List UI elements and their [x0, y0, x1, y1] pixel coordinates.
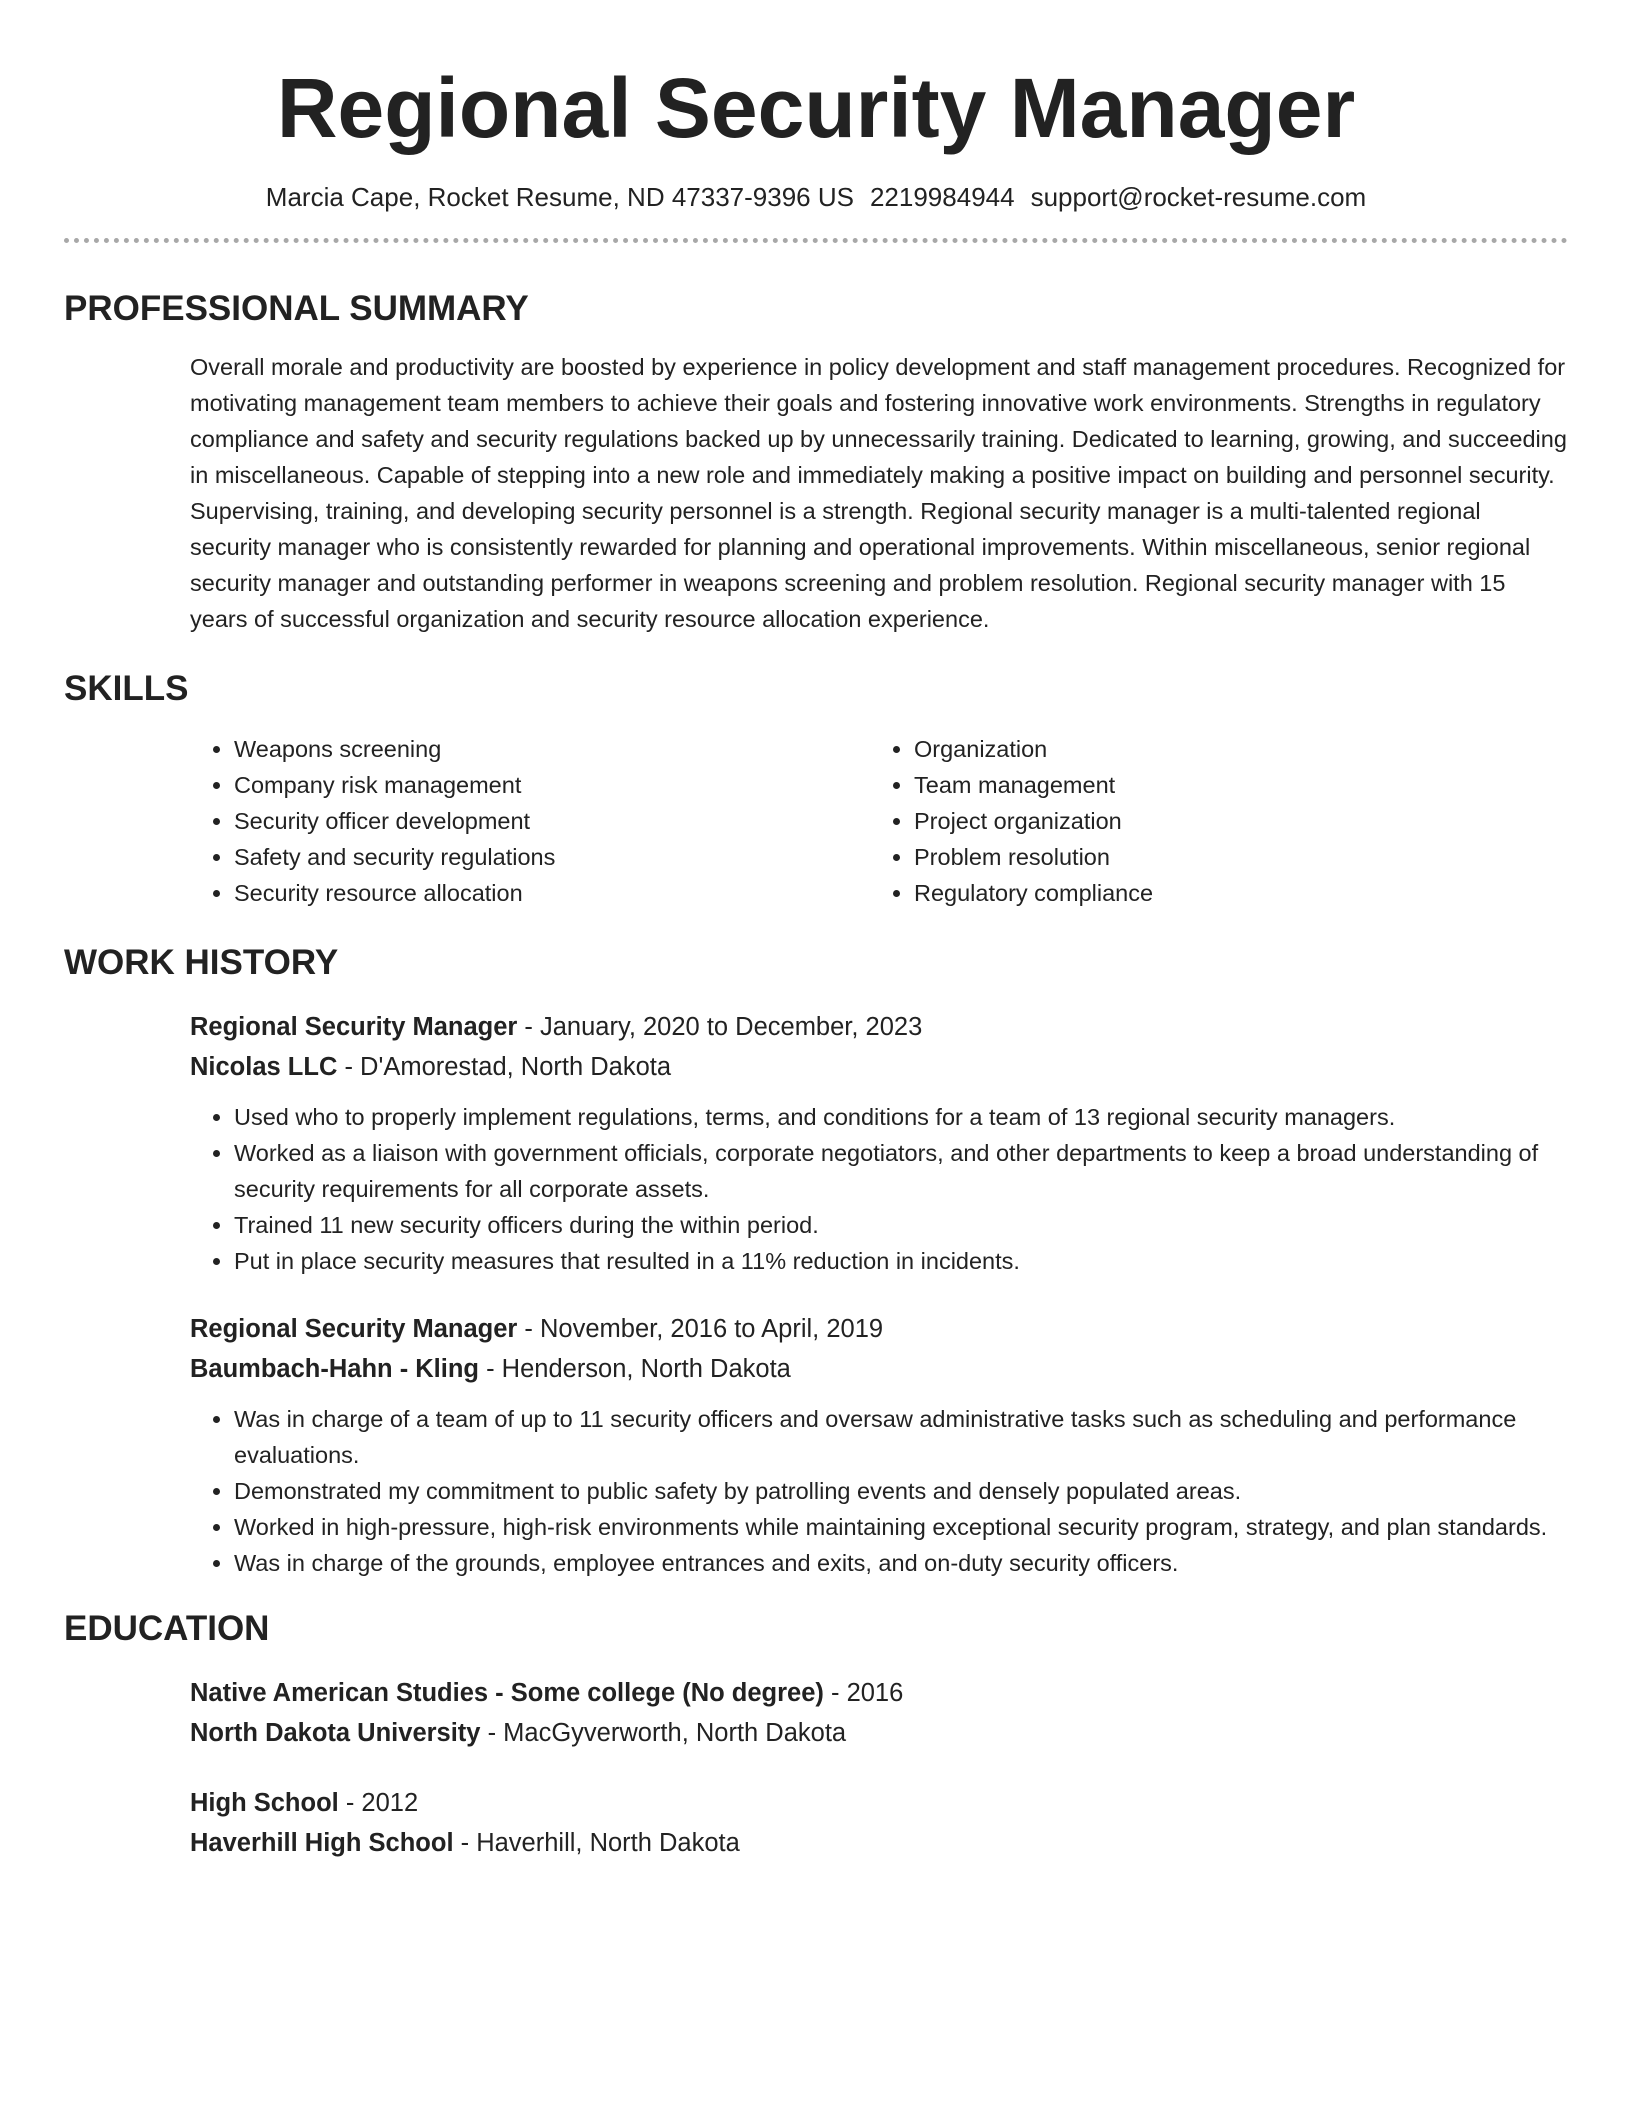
- job-entry: [190, 1309, 1568, 1581]
- skill-item: • Organization: [914, 731, 1550, 767]
- job-company: Nicolas LLC: [190, 1053, 338, 1081]
- job-bullet: • Worked as a liaison with government officials, corporate negotiators, and other departments to keep a broad understanding of security requirements for all corporate assets.: [234, 1135, 1574, 1207]
- education-year: - 2012: [338, 1789, 419, 1817]
- resume-title: Regional Security Manager: [276, 61, 1356, 155]
- job-title: Regional Security Manager: [190, 1315, 518, 1343]
- summary-heading: PROFESSIONAL SUMMARY: [64, 289, 529, 328]
- skill-item: • Company risk management: [234, 767, 870, 803]
- contact-address: Marcia Cape, Rocket Resume, ND 47337-9396 US: [265, 182, 854, 212]
- education-school: North Dakota University: [190, 1719, 481, 1747]
- skill-item: • Security officer development: [234, 803, 870, 839]
- work-heading: WORK HISTORY: [64, 943, 339, 982]
- education-location: - Haverhill, North Dakota: [453, 1829, 740, 1857]
- resume-page: [64, 0, 1568, 1863]
- education-heading: EDUCATION: [64, 1609, 270, 1648]
- education-school: Haverhill High School: [190, 1829, 454, 1857]
- job-bullets: [190, 1099, 1574, 1279]
- skill-item: • Team management: [914, 767, 1550, 803]
- job-location: - Henderson, North Dakota: [479, 1355, 791, 1383]
- contact-phone: 2219984944: [869, 182, 1015, 212]
- skill-item: • Weapons screening: [234, 731, 870, 767]
- job-dates: - November, 2016 to April, 2019: [517, 1315, 884, 1343]
- job-title: Regional Security Manager: [190, 1013, 518, 1041]
- education-entry: [190, 1783, 1568, 1863]
- job-bullet: • Demonstrated my commitment to public safety by patrolling events and densely populated areas.: [234, 1473, 1574, 1509]
- job-bullet: • Used who to properly implement regulations, terms, and conditions for a team of 13 regional security managers.: [234, 1099, 1574, 1135]
- education-degree-line: [190, 1673, 1568, 1713]
- skill-item: • Safety and security regulations: [234, 839, 870, 875]
- skills-list-right: [870, 731, 1550, 911]
- job-company: Baumbach-Hahn - Kling: [190, 1355, 480, 1383]
- education-degree: Native American Studies - Some college (No degree): [190, 1679, 824, 1707]
- skills-list-left: [190, 731, 870, 911]
- contact-email: support@rocket-resume.com: [1030, 182, 1367, 212]
- job-title-line: [190, 1007, 1568, 1047]
- contact-line: [64, 180, 1568, 214]
- job-location: - D'Amorestad, North Dakota: [337, 1053, 672, 1081]
- education-degree: High School: [190, 1789, 339, 1817]
- job-entry: [190, 1007, 1568, 1279]
- skill-item: • Problem resolution: [914, 839, 1550, 875]
- skill-item: • Security resource allocation: [234, 875, 870, 911]
- education-school-line: [190, 1823, 1568, 1863]
- job-bullet: • Worked in high-pressure, high-risk environments while maintaining exceptional security program, strategy, and plan standards.: [234, 1509, 1574, 1545]
- education-location: - MacGyverworth, North Dakota: [480, 1719, 847, 1747]
- job-title-line: [190, 1309, 1568, 1349]
- summary-text: Overall morale and productivity are boosted by experience in policy development and staff management procedures. Recognized for motivating management team members to achieve their goals and fostering innovative work environments. Strengths in regulatory compliance and safety and security regulations backed up by unnecessarily training. Dedicated to learning, growing, and succeeding in miscellaneous. Capable of stepping into a new role and immediately making a positive impact on building and personnel security. Supervising, training, and developing security personnel is a strength. Regional security manager is a multi-talented regional security manager who is consistently rewarded for planning and operational improvements. Within miscellaneous, senior regional security manager and outstanding performer in weapons screening and problem resolution. Regional security manager with 15 years of successful organization and security resource allocation experience.: [190, 354, 1567, 632]
- job-company-line: [190, 1349, 1568, 1389]
- skills-grid: [190, 731, 1568, 911]
- education-entry: [190, 1673, 1568, 1753]
- skill-item: • Project organization: [914, 803, 1550, 839]
- education-school-line: [190, 1713, 1568, 1753]
- job-bullet: • Trained 11 new security officers during the within period.: [234, 1207, 1574, 1243]
- job-company-line: [190, 1047, 1568, 1087]
- skills-heading: SKILLS: [64, 669, 189, 708]
- education-degree-line: [190, 1783, 1568, 1823]
- header-divider: [64, 238, 1568, 243]
- job-bullet: • Put in place security measures that resulted in a 11% reduction in incidents.: [234, 1243, 1574, 1279]
- job-bullets: [190, 1401, 1574, 1581]
- job-bullet: • Was in charge of a team of up to 11 security officers and oversaw administrative tasks such as scheduling and performance evaluations.: [234, 1401, 1574, 1473]
- education-year: - 2016: [823, 1679, 904, 1707]
- skill-item: • Regulatory compliance: [914, 875, 1550, 911]
- job-dates: - January, 2020 to December, 2023: [517, 1013, 923, 1041]
- job-bullet: • Was in charge of the grounds, employee entrances and exits, and on-duty security officers.: [234, 1545, 1574, 1581]
